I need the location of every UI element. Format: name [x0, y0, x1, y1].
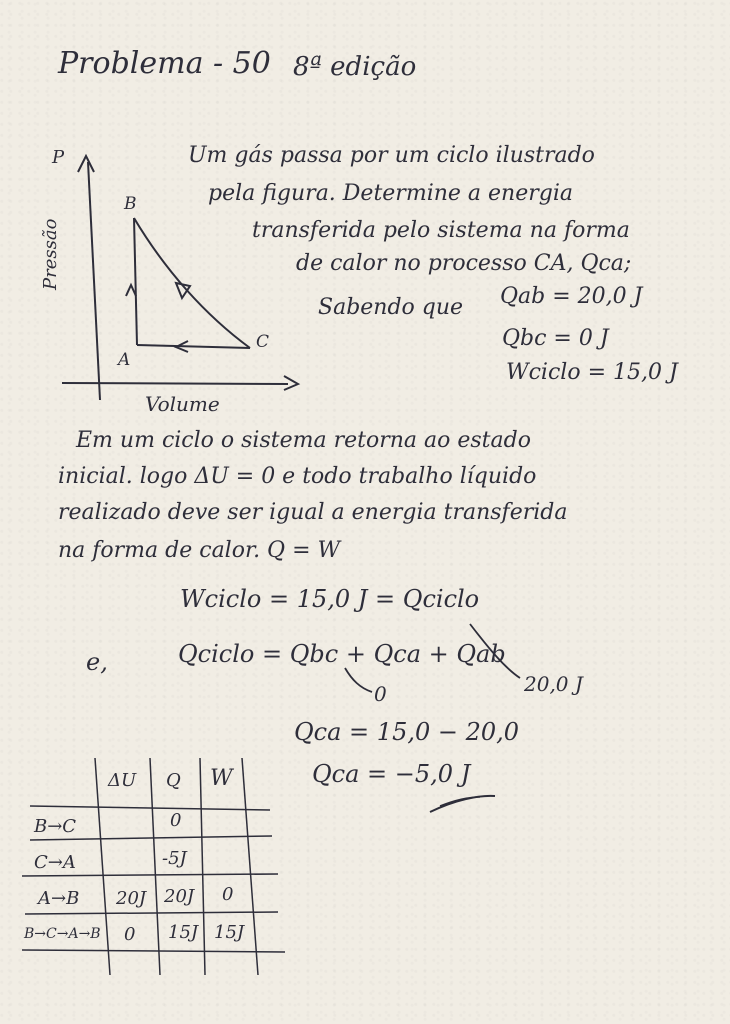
table-row-1-q: 0: [170, 810, 182, 831]
table-row-2-q: -5J: [162, 848, 187, 869]
qbc-value: 0: [374, 682, 387, 706]
table-row-2-process: C→A: [34, 852, 76, 873]
table-header-du: ΔU: [108, 770, 137, 791]
explanation-line-1: Em um ciclo o sistema retorna ao estado: [76, 428, 531, 453]
solution-prefix: e,: [86, 648, 108, 676]
page-title: Problema - 50: [58, 46, 271, 81]
table-row-4-process: B→C→A→B: [24, 926, 101, 942]
given-wciclo: Wciclo = 15,0 J: [506, 360, 678, 385]
explanation-line-2: inicial. logo ΔU = 0 e todo trabalho líquido: [58, 464, 537, 489]
qab-value: 20,0 J: [524, 672, 583, 696]
arrow-qbc-zero: [345, 668, 372, 692]
p-axis-arrow: [78, 156, 94, 172]
solution-line-4: Qca = −5,0 J: [312, 760, 471, 788]
point-b-label: B: [124, 194, 137, 214]
table-row-4-w: 15J: [214, 922, 245, 943]
volume-axis-label: Volume: [145, 392, 220, 416]
given-qbc: Qbc = 0 J: [502, 326, 609, 351]
p-axis-symbol: P: [52, 147, 65, 168]
given-intro: Sabendo que: [318, 295, 464, 320]
table-row-3-w: 0: [222, 884, 234, 905]
path-a-b: [134, 218, 137, 345]
path-c-a: [137, 345, 250, 348]
table-header-q: Q: [166, 770, 181, 791]
explanation-line-4: na forma de calor. Q = W: [58, 538, 341, 563]
v-axis-line: [62, 383, 288, 384]
path-b-c: [134, 218, 250, 348]
statement-line-3: transferida pelo sistema na forma: [252, 218, 630, 243]
point-c-label: C: [256, 332, 270, 352]
arrow-a-b: [126, 285, 136, 296]
statement-line-4: de calor no processo CA, Qca;: [296, 251, 632, 276]
explanation-line-3: realizado deve ser igual a energia transferida: [58, 500, 568, 525]
statement-line-1: Um gás passa por um ciclo ilustrado: [188, 143, 595, 168]
solution-line-1: Wciclo = 15,0 J = Qciclo: [180, 585, 480, 613]
table-row-3-q: 20J: [164, 886, 195, 907]
statement-line-2: pela figura. Determine a energia: [208, 181, 573, 206]
table-row-1-process: B→C: [34, 816, 77, 837]
point-a-label: A: [118, 350, 131, 370]
given-qab: Qab = 20,0 J: [500, 284, 643, 309]
arrow-b-c: [176, 283, 190, 298]
p-axis-line: [88, 162, 100, 400]
table-row-3-du: 20J: [116, 888, 147, 909]
table-header-w: W: [210, 766, 233, 791]
table-row-3-process: A→B: [38, 888, 80, 909]
edition-label: 8ª edição: [293, 52, 417, 82]
table-row-4-du: 0: [124, 924, 136, 945]
table-row-4-q: 15J: [168, 922, 199, 943]
pressure-axis-label: Pressão: [40, 218, 61, 290]
solution-line-3: Qca = 15,0 − 20,0: [294, 718, 520, 746]
solution-line-2: Qciclo = Qbc + Qca + Qab: [178, 640, 506, 668]
